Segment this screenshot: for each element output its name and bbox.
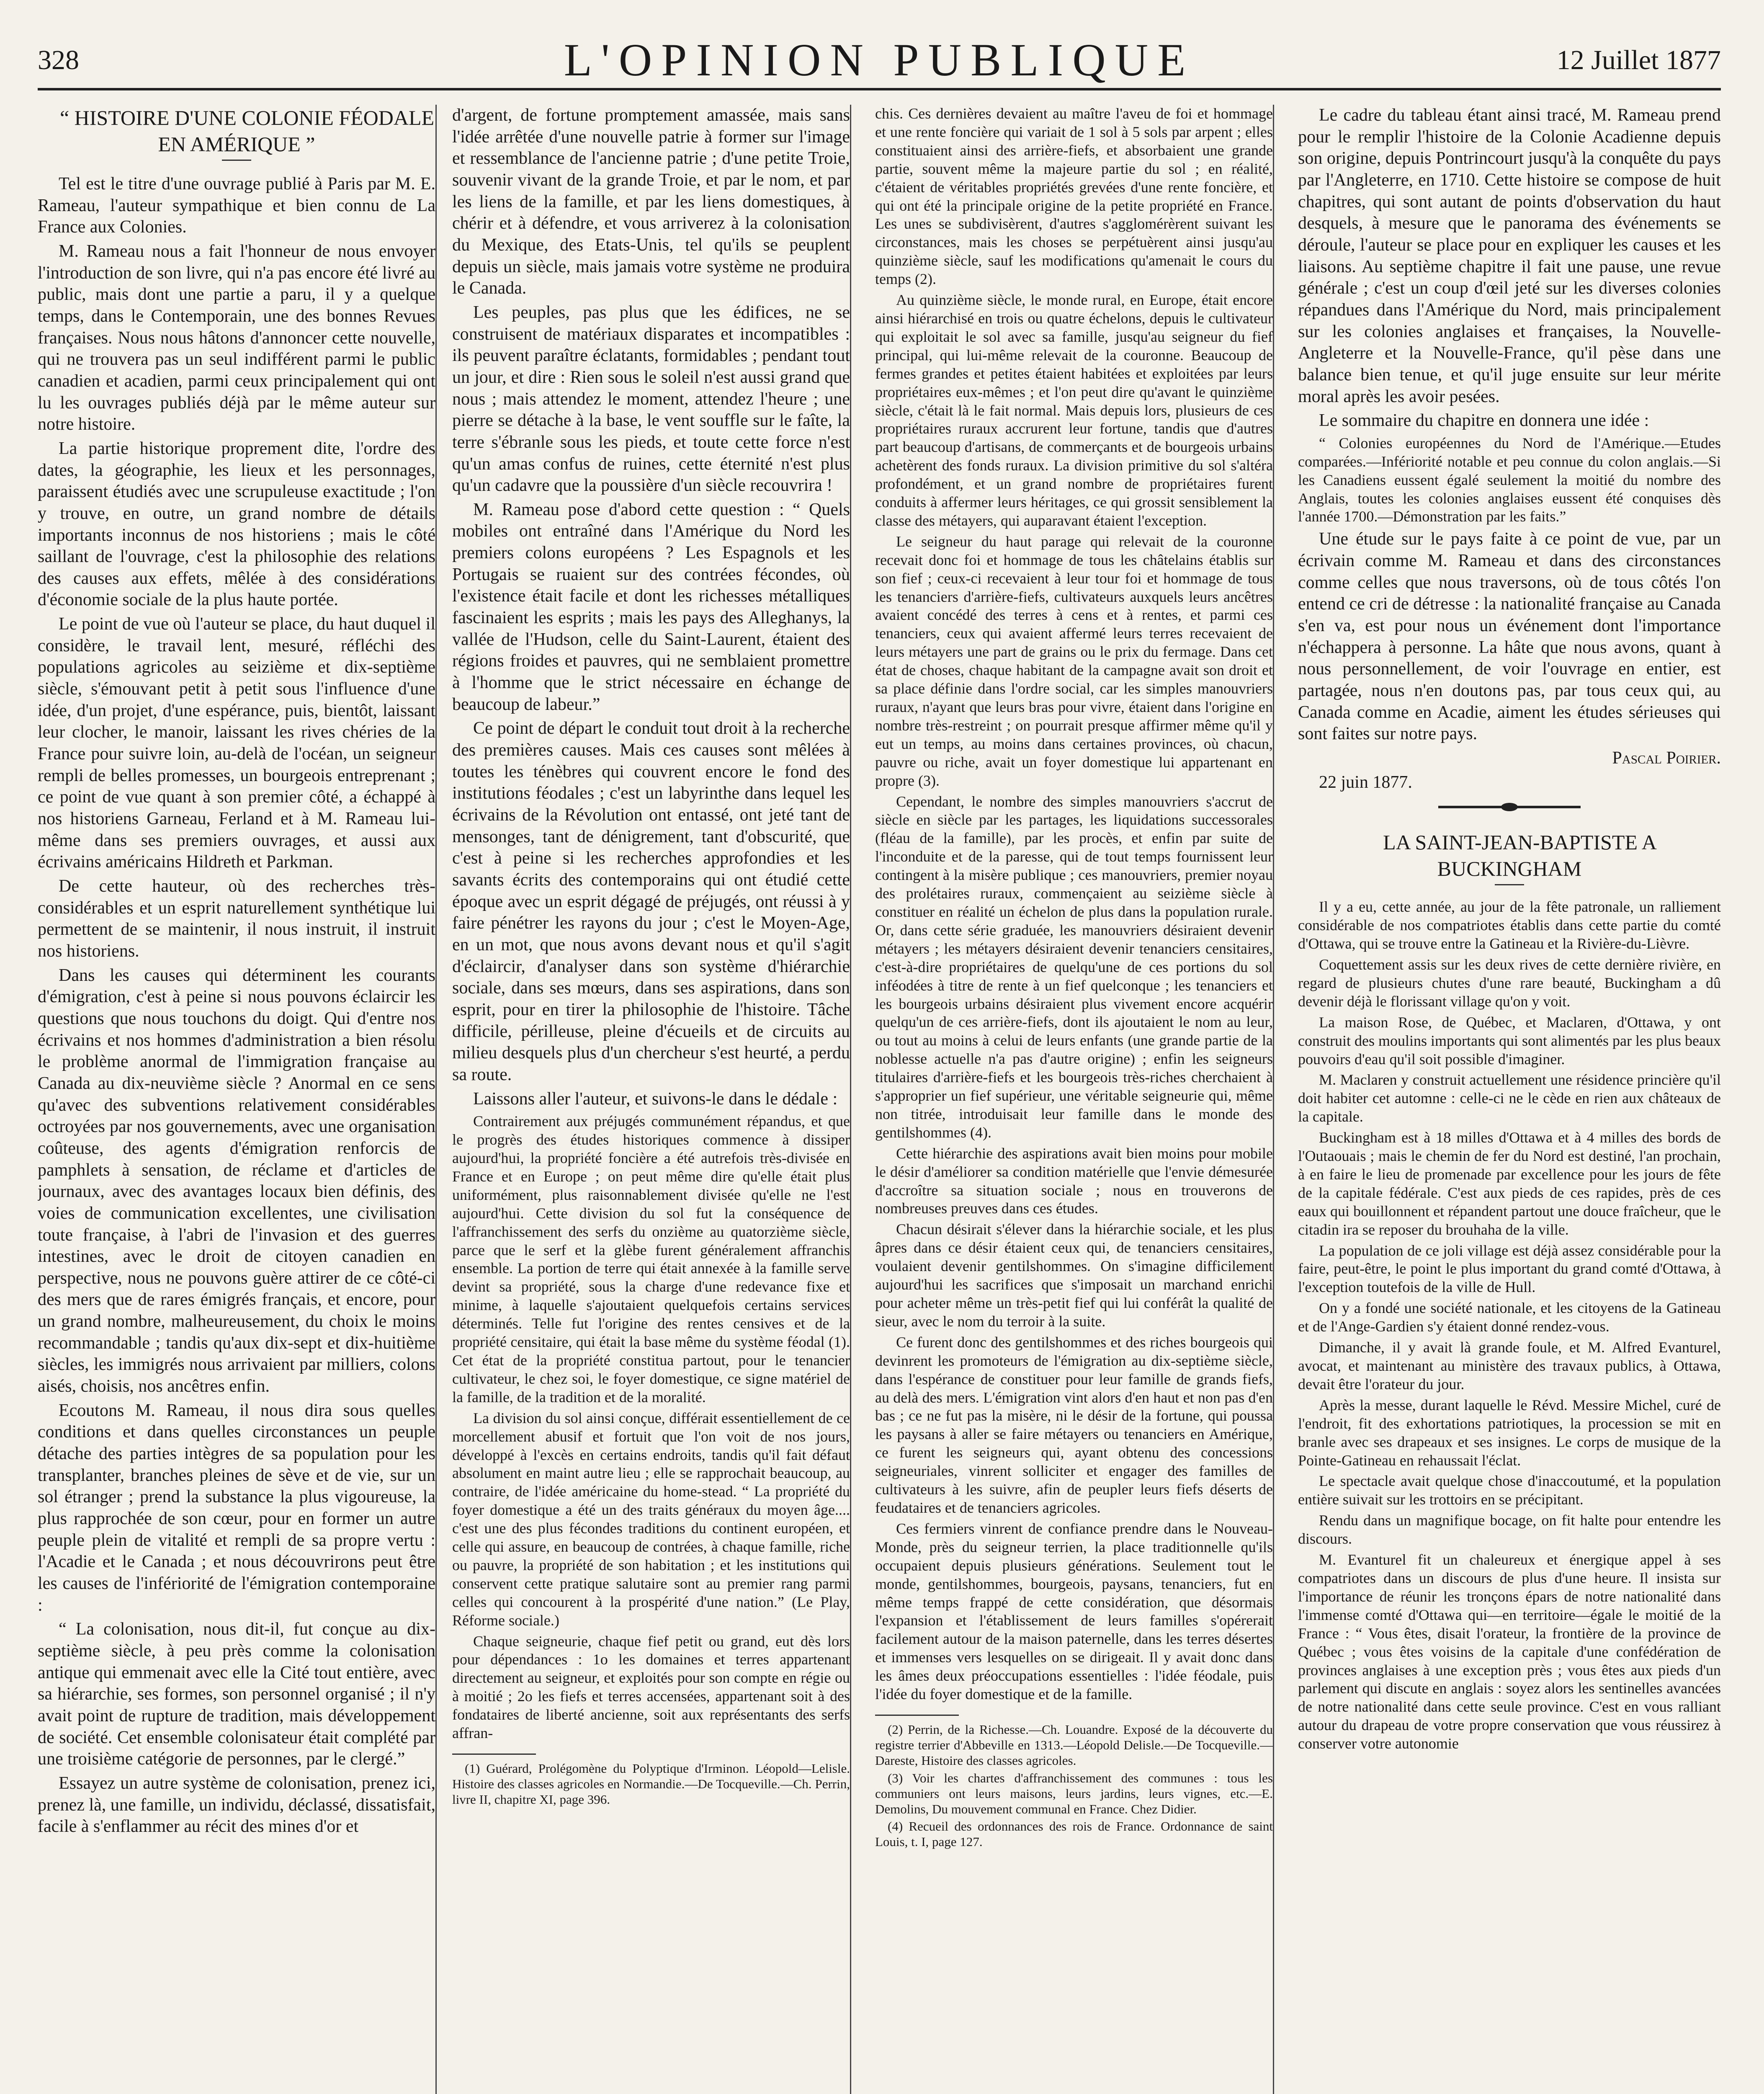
footnotes: [452, 1761, 850, 1808]
paragraph: Tel est le titre d'une ouvrage publié à Paris par M. E. Rameau, l'auteur sympathique et bien connu de La France aux Colonies.: [38, 174, 435, 237]
footnote: (4) Recueil des ordonnances des rois de France. Ordonnance de saint Louis, t. I, page 127.: [875, 1819, 1273, 1849]
paragraph: Buckingham est à 18 milles d'Ottawa et à 4 milles des bords de l'Outaouais ; mais le chemin de fer du Nord est destiné, l'an prochain, à en faire le lieu de promenade par excellence pour les jours de fête de la capitale fédérale. C'est aux pieds de ces rapides, près de ces eaux qui bouillonnent et répandent partout une douce fraîcheur, que le citadin ira se reposer du brouhaha de la ville.: [1298, 1129, 1721, 1238]
excerpt-paragraph: chis. Ces dernières devaient au maître l'aveu de foi et hommage et une rente foncière qui variait de 1 sol à 5 sols par arpent ; elles constituaient ainsi des arrière-fiefs, et absorbaient une grande partie, souvent même la majeure partie du sol ; en réalité, c'étaient de véritables propriétés grevées d'une rente foncière, et qui ont été la principale origine de la petite propriété en France. Les unes se subdivisèrent, d'autres s'agglomérèrent suivant les circonstances, mais les choses se perpétuèrent ainsi jusqu'au quinzième siècle, sauf les modifications qu'amenait le cours du temps (2).: [875, 105, 1273, 288]
paragraph: d'argent, de fortune promptement amassée, mais sans l'idée arrêtée d'une nouvelle patrie à former sur l'image et ressemblance de l'ancienne patrie ; d'une petite Troie, souvenir vivant de la grande Troie, et par le nom, et par les liens de la famille, et par les liens domestiques, à chérir et à défendre, et vous arriverez à la colonisation du Mexique, des Etats-Unis, tel qu'ils se peuplent depuis un siècle, mais jamais votre système ne produira le Canada.: [452, 106, 850, 298]
issue-date: 12 Juillet 1877: [1556, 45, 1721, 75]
paragraph: Ce point de départ le conduit tout droit à la recherche des premières causes. Mais ces causes sont mêlées à toutes les ténèbres qui couvrent encore le fond des institutions féodales ; c'est un labyrinthe dans lequel les écrivains de la Révolution ont entassé, ont jeté tant de mensonges, tant de dénigrement, tant d'obscurité, que c'est à peine si les recherches approfondies et les savants écrits des contemporains qui ont étudié cette époque avec un esprit dégagé de préjugés, ont réussi à y faire pénétrer les rayons du jour ; c'est le Moyen-Age, en un mot, que nous avons devant nous et qu'il s'agit d'éclaircir, d'analyser dans son système d'hiérarchie sociale, dans ses mœurs, dans ses aspirations, dans son esprit, pour en tirer la philosophie de l'histoire. Tâche difficile, périlleuse, pleine d'écueils et de circuits au milieu desquels plus d'un chercheur s'est heurté, a perdu sa route.: [452, 719, 850, 1084]
paragraph: Rendu dans un magnifique bocage, on fit halte pour entendre les discours.: [1298, 1512, 1721, 1547]
column-1: [38, 105, 437, 2094]
paragraph: La partie historique proprement dite, l'ordre des dates, la géographie, les lieux et les personnages, paraissent étudiés avec une scrupuleuse exactitude ; l'on y trouve, en outre, un grand nombre de détails importants inconnus de nos historiens ; mais le côté saillant de l'ouvrage, c'est la philosophie des relations des causes aux effets, mêlée à des considérations d'économie sociale de la plus haute portée.: [38, 438, 435, 610]
excerpt-paragraph: Ce furent donc des gentilshommes et des riches bourgeois qui devinrent les promoteurs de l'émigration au dix-septième siècle, dans l'espérance de constituer pour leur famille de grands fiefs, au delà des mers. L'émigration vint alors d'en haut et non pas d'en bas ; ce ne fut pas la misère, ni le désir de la fortune, qui poussa les paysans à aller se faire métayers ou tenanciers en Amérique, ce furent les seigneurs qui, ayant obtenu des concessions seigneuriales, vinrent solliciter et engager des familles de cultivateurs à les suivre, afin de peupler leurs fiefs déserts de feudataires et de tenanciers agricoles.: [875, 1333, 1273, 1516]
paragraph: M. Evanturel fit un chaleureux et énergique appel à ses compatriotes dans un discours de plus d'une heure. Il insista sur l'importance de réunir les tronçons épars de notre nationalité dans l'immense comté d'Ottawa qui—en territoire—égale le moitié de la France : “ Vous êtes, disait l'orateur, la frontière de la province de Québec ; vous êtes voisins de la capitale d'une confédération de provinces anglaises à une exception près ; vous êtes aux pieds d'un parlement qui discute en anglais : soyez alors les sentinelles avancées de notre nationalité dans cette seule province. C'est en vous ralliant autour du drapeau de votre propre conservation que vous réussirez à conserver votre autonomie: [1298, 1551, 1721, 1752]
footnote-rule: [875, 1715, 959, 1716]
journal-title: L'OPINION PUBLIQUE: [564, 34, 1195, 85]
paragraph: M. Maclaren y construit actuellement une résidence princière qu'il doit habiter cet automne : celle-ci ne le cède en rien aux châteaux de la capitale.: [1298, 1071, 1721, 1125]
excerpt-paragraph: Cette hiérarchie des aspirations avait bien moins pour mobile le désir d'améliorer sa condition matérielle que l'envie démesurée d'accroître sa situation sociale ; nous en trouverons de nombreuses preuves dans ces études.: [875, 1145, 1273, 1217]
section-ornament: [1438, 806, 1581, 808]
excerpt-paragraph: Au quinzième siècle, le monde rural, en Europe, était encore ainsi hiérarchisé en trois ou quatre échelons, depuis le cultivateur qui exploitait le sol avec sa famille, jusqu'au seigneur du fief principal, qui lui-même relevait de la couronne. Beaucoup de fermes grandes et petites étaient habitées et exploitées par leurs propriétaires eux-mêmes ; et l'on peut dire qu'avant le quinzième siècle, c'était là le fait normal. Mais depuis lors, plusieurs de ces propriétaires ruraux accrurent leur fortune, tandis que d'autres part beaucoup d'artisans, de commerçants et de bourgeois urbains achetèrent des fonds ruraux. La division primitive du sol s'altéra profondément, et un grand nombre de propriétaires furent conduits à affermer leurs héritages, ce qui grossit sensiblement la classe des métayers, qui auparavant étaient l'exception.: [875, 291, 1273, 529]
excerpt-paragraph: Contrairement aux préjugés communément répandus, et que le progrès des études historiques commence à dissiper aujourd'hui, la propriété foncière a été autrefois très-divisée en France et en Europe ; on peut même dire qu'elle était plus uniformément, plus raisonnablement divisée qu'elle ne l'est aujourd'hui. Cette division du sol fut la conséquence de l'affranchissement des serfs du onzième au quatorzième siècle, parce que le serf et la glèbe furent généralement affranchis ensemble. La portion de terre qui était annexée à la famille serve devint sa propriété, sous la charge d'une redevance fixe et minime, à laquelle s'ajoutaient quelquefois certains services déterminés. Telle fut l'origine des rentes censives et de la propriété censitaire, qui était la base même du système féodal (1). Cet état de la propriété constitua partout, pour le tenancier cultivateur, le chez soi, le foyer domestique, ce signe matériel de la famille, de la tradition et de la moralité.: [452, 1113, 850, 1405]
author-signature: Pascal Poirier.: [1612, 748, 1721, 768]
excerpt-paragraph: Chacun désirait s'élever dans la hiérarchie sociale, et les plus âpres dans ce désir étaient ceux qui, de tenanciers censitaires, voulaient devenir gentilshommes. On s'imagine difficilement aujourd'hui les sacrifices que s'imposait un marchand enrichi pour acheter même un très-petit fief qui lui conférât la qualité de sieur, avec le nom du terroir à la suite.: [875, 1221, 1273, 1330]
masthead: [38, 29, 1721, 90]
title-divider: [1495, 884, 1524, 885]
paragraph: Il y a eu, cette année, au jour de la fête patronale, un ralliement considérable de nos compatriotes établis dans cette partie du comté d'Ottawa, qui se trouve entre la Gatineau et la Rivière-du-Lièvre.: [1298, 898, 1721, 952]
excerpt-paragraph: Cependant, le nombre des simples manouvriers s'accrut de siècle en siècle par les partages, les liquidations successorales (fléau de la famille), par les procès, et enfin par suite de l'inconduite et de la paresse, qui de tout temps fournissent leur contingent à la misère publique ; ces manouvriers, premier noyau des prolétaires ruraux, commençaient au seizième siècle à constituer en réalité un échelon de plus dans la population rurale. Or, dans cette série graduée, les manouvriers désiraient devenir métayers ; les métayers désiraient devenir tenanciers censitaires, c'est-à-dire propriétaires de quelqu'une de ces portions du sol inféodées à titre de rente à un fief quelconque ; les tenanciers et les bourgeois urbains désiraient plus vivement encore acquérir quelqu'un de ces arrière-fiefs, dont ils ajoutaient le nom au leur, ou tout au moins à celui de leurs enfants (une grande partie de la noblesse actuelle n'a pas d'autre origine) ; enfin les seigneurs titulaires d'arrière-fiefs et les bourgeois très-riches cherchaient à s'approprier un fief supérieur, une véritable seigneurie qui, même non titrée, introduisait leur famille dans le monde des gentilshommes (4).: [875, 793, 1273, 1141]
paragraph: Une étude sur le pays faite à ce point de vue, par un écrivain comme M. Rameau et dans des circonstances comme celles que nous traversons, où de tous côtés l'on entend ce cri de détresse : la nationalité française au Canada s'en va, est pour nous un événement dont l'importance n'échappera à personne. La hâte que nous avons, quant à nous personnellement, de voir l'ouvrage en entier, est partagée, nous n'en doutons pas, par tous ceux qui, au Canada comme en Acadie, aiment les études sérieuses qui sont faites sur notre pays.: [1298, 529, 1721, 744]
paragraph: M. Rameau pose d'abord cette question : “ Quels mobiles ont entraîné dans l'Amérique du Nord les premiers colons européens ? Les Espagnols et les Portugais se ruaient sur des contrées fécondes, où l'existence était facile et dont les richesses métalliques fascinaient les esprits ; mais les pays des Alleghanys, la vallée de l'Hudson, celle du Saint-Laurent, étaient des régions froides et pauvres, qui ne semblaient promettre à l'homme que le strict nécessaire en échange de beaucoup de labeur.”: [452, 500, 850, 714]
paragraph: De cette hauteur, où des recherches très-considérables et un esprit naturellement synthétique lui permettent de se maintenir, il nous instruit, il instruit nos historiens.: [38, 877, 435, 961]
footnote: (2) Perrin, de la Richesse.—Ch. Louandre. Exposé de la découverte du registre terrier d'Abbeville en 1313.—Léopold Delisle.—De Tocqueville.—Dareste, Histoire des classes agricoles.: [875, 1722, 1273, 1768]
column-2: [452, 105, 851, 2094]
paragraph: “ La colonisation, nous dit-il, fut conçue au dix-septième siècle, à peu près comme la colonisation antique qui emmenait avec elle la Cité tout entière, avec sa hiérarchie, ses formes, son personnel organisé ; il n'y avait point de rupture de tradition, mais développement de société. Cet ensemble colonisateur était complété par une troisième catégorie de personnes, par le clergé.”: [38, 1619, 435, 1769]
paragraph: Ecoutons M. Rameau, il nous dira sous quelles conditions et dans quelles circonstances un peuple détache des parties intègres de sa population pour les transplanter, branches pleines de sève et de vie, sur un sol étranger ; prend la substance la plus vigoureuse, la plus rapprochée de son cœur, pour en former un autre peuple plein de vitalité et rempli de sa propre vertu : l'Acadie et le Canada ; et nous découvrirons peut être les causes de l'infériorité de l'émigration contemporaine :: [38, 1400, 435, 1615]
footnotes: [875, 1722, 1273, 1850]
title-divider: [222, 160, 251, 161]
paragraph: Essayez un autre système de colonisation, prenez ici, prenez là, une famille, un individu, déclassé, dissatisfait, facile à s'enflammer au récit des mines d'or et: [38, 1773, 435, 1836]
paragraph: Dimanche, il y avait là grande foule, et M. Alfred Evanturel, avocat, et maintenant au ministère des travaux publics, à Ottawa, devait être l'orateur du jour.: [1298, 1339, 1721, 1393]
paragraph: Les peuples, pas plus que les édifices, ne se construisent de matériaux disparates et incompatibles : ils peuvent paraître éclatants, formidables ; pendant tout un jour, et dire : Rien sous le soleil n'est aussi grand que nous ; mais attendez le moment, attendez l'heure ; une pierre se détache à la base, le vent souffle sur le faîte, la terre s'ébranle sous les pieds, et toute cette force n'est qu'un amas confus de ruines, cette éternité n'est plus qu'un cadavre que la poussière d'un siècle recouvrira !: [452, 302, 850, 495]
article-body: [38, 173, 435, 1838]
page-number: 328: [38, 45, 79, 75]
paragraph: Dans les causes qui déterminent les courants d'émigration, c'est à peine si nous pouvons éclaircir les questions que nous touchons du doigt. Qui d'entre nos écrivains et nos hommes d'administration a bien résolu le problème anormal de l'immigration française au Canada au dix-neuvième siècle ? Anormal en ce sens qu'avec des subventions relativement considérables octroyées par nos gouvernements, avec une organisation coûteuse, des agents d'émigration renforcis de pamphlets à sensation, de réclame et d'articles de journaux, avec des avantages locaux bien définis, des voies de communication excellentes, une civilisation toute française, à l'abri de l'invasion et des guerres intestines, avec le droit de citoyen canadien en perspective, nous ne pouvons guère attirer de ce côté-ci des mers que de rares émigrés français, et encore, pour un grand nombre, malheureusement, du choix le moins recommandable ; tandis qu'aux dix-sept et dix-huitième siècles, les immigrés nous arrivaient par milliers, colons aisés, choisis, nos ancêtres enfin.: [38, 965, 435, 1396]
paragraph: Laissons aller l'auteur, et suivons-le dans le dédale :: [473, 1089, 838, 1109]
footnote: (1) Guérard, Prolégomène du Polyptique d'Irminon. Léopold—Lelisle. Histoire des classes agricoles en Normandie.—De Tocqueville.—Ch. Perrin, livre II, chapitre XI, page 396.: [452, 1761, 850, 1807]
paragraph: La population de ce joli village est déjà assez considérable pour la faire, peut-être, le point le plus important du grand comté d'Ottawa, à l'exception toutefois de la ville de Hull.: [1298, 1242, 1721, 1296]
paragraph: Le cadre du tableau étant ainsi tracé, M. Rameau prend pour le remplir l'histoire de la Colonie Acadienne depuis son origine, depuis Pontrincourt jusqu'à la conquête du pays par l'Angleterre, en 1710. Cette histoire se compose de huit chapitres, qui sont autant de points d'observation du haut desquels, à mesure que le panorama des événements se déroule, l'auteur se place pour en expliquer les causes et les liaisons. Au septième chapitre il fait une pause, une revue générale ; c'est un coup d'œil jeté sur les diverses colonies répandues dans l'Amérique du Nord, mais principalement sur les colonies anglaises et françaises, la Nouvelle-Angleterre et la Nouvelle-France, qu'il pèse dans une balance bien tenue, et qu'il juge ensuite sur leur mérite moral après les avoir pesées.: [1298, 106, 1721, 406]
excerpt-paragraph: Le seigneur du haut parage qui relevait de la couronne recevait donc foi et hommage de tous les châtelains établis sur son fief ; ceux-ci recevaient à leur tour foi et hommage de tous les tenanciers d'arrière-fiefs, cultivateurs auxquels leurs ancêtres avaient concédé des terres à cens et à rentes, et parmi ces tenanciers, ceux qui avaient affermé leurs terres recevaient de leurs métayers une part de grains ou le prix du fermage. Dans cet état de choses, chaque habitant de la campagne avait son droit et sa place définie dans l'ordre social, car les simples manouvriers ruraux, n'ayant que leurs bras pour vivre, étaient dans l'origine en nombre très-restreint ; on pourrait presque affirmer même qu'il y eut un temps, au moins dans certaines provinces, où chacun, pauvre ou riche, avait un foyer domestique lui appartenant en propre (3).: [875, 533, 1273, 789]
column-4: [1298, 105, 1721, 2094]
paragraph: On y a fondé une société nationale, et les citoyens de la Gatineau et de l'Ange-Gardien s'y étaient donné rendez-vous.: [1298, 1300, 1721, 1335]
paragraph: Le sommaire du chapitre en donnera une idée :: [1319, 411, 1649, 431]
footnote-rule: [452, 1754, 536, 1755]
article-title: LA SAINT-JEAN-BAPTISTE A BUCKINGHAM: [1383, 830, 1657, 880]
paragraph: Après la messe, durant laquelle le Révd. Messire Michel, curé de l'endroit, fit des exhortations patriotiques, la procession se mit en branle avec ses drapeaux et ses insignes. Le corps de musique de la Pointe-Gatineau en rehaussait l'éclat.: [1298, 1396, 1721, 1469]
paragraph: La maison Rose, de Québec, et Maclaren, d'Ottawa, y ont construit des moulins importants qui sont alimentés par les plus beaux pouvoirs d'eau qu'il soit possible d'imaginer.: [1298, 1013, 1721, 1068]
excerpt-paragraph: Chaque seigneurie, chaque fief petit ou grand, eut dès lors pour dépendances : 1o les domaines et terres appartenant directement au seigneur, et exploités pour son compte en régie ou à moitié ; 2o les fiefs et terres accensées, appartenant soit à des fondataires de liberté ancienne, soit aux représentants des serfs affran-: [452, 1632, 850, 1742]
excerpt-paragraph: La division du sol ainsi conçue, différait essentiellement de ce morcellement abusif et fortuit que l'on voit de nos jours, développé à l'excès en certains endroits, tandis qu'il fait défaut absolument en maint autre lieu ; elle se rapprochait beaucoup, au contraire, de l'idée américaine du home-stead. “ La propriété du foyer domestique a été un des traits généraux du moyen âge.... c'est une des plus fécondes traditions du continent européen, et celle qui assure, en beaucoup de contrées, à chaque famille, riche ou pauvre, la propriété de son habitation ; et les institutions qui conservent cette pratique salutaire sont au premier rang parmi celles qui concourent à la prospérité d'une nation.” (Le Play, Réforme sociale.): [452, 1409, 850, 1629]
dateline: 22 juin 1877.: [1319, 772, 1412, 792]
column-3: [875, 105, 1274, 2094]
paragraph: Le point de vue où l'auteur se place, du haut duquel il considère, le travail lent, mesuré, réfléchi des populations agricoles au seizième et dix-septième siècle, s'émouvant petit à petit sous l'influence d'une idée, d'un projet, d'une espérance, puis, bientôt, laissant leur clocher, le manoir, laissant les rives chéries de la France pour suivre loin, au-delà de l'océan, un seigneur rempli de belles promesses, un bourgeois entreprenant ; ce point de vue quant à son premier côté, a échappé à nos historiens Garneau, Ferland et à M. Rameau lui-même dans ses premiers ouvrages, et aussi aux écrivains américains Hildreth et Parkman.: [38, 614, 435, 872]
paragraph: Coquettement assis sur les deux rives de cette dernière rivière, en regard de plusieurs chutes d'une rare beauté, Buckingham a dû devenir déjà le florissant village qu'on y voit.: [1298, 956, 1721, 1010]
chapter-summary-quote: “ Colonies européennes du Nord de l'Amérique.—Etudes comparées.—Infériorité notable et peu connue du colon anglais.—Si les Canadiens eussent égalé seulement la moitié du nombre des Anglais, toutes les colonies anglaises eussent été conquises dès l'année 1700.—Démonstration par les faits.”: [1298, 434, 1721, 525]
footnote: (3) Voir les chartes d'affranchissement des communes : tous les communiers ont leurs maisons, leurs jardins, leurs vignes, etc.—E. Demolins, Du mouvement communal en France. Chez Didier.: [875, 1770, 1273, 1816]
excerpt-paragraph: Ces fermiers vinrent de confiance prendre dans le Nouveau-Monde, près du seigneur terrien, la place traditionnelle qu'ils occupaient depuis plusieurs générations. Seulement tout le monde, gentilshommes, bourgeois, paysans, tenanciers, fut en même temps frappé de cette considération, que désormais l'expansion et l'établissement de leurs familles s'opérerait facilement autour de la maison paternelle, dans les terres désertes et immenses vers lesquelles on se dirigeait. Il y avait donc dans les âmes deux préoccupations essentielles : l'idée féodale, puis l'idée du foyer domestique et de la famille.: [875, 1520, 1273, 1703]
paragraph: M. Rameau nous a fait l'honneur de nous envoyer l'introduction de son livre, qui n'a pas encore été livré au public, mais dont une partie a paru, il y a quelque temps, dans le Contemporain, une des bonnes Revues françaises. Nous nous hâtons d'annoncer cette nouvelle, qui ne trouvera pas un seul indifférent parmi le public canadien et acadien, parmi ceux principalement qui ont lu les ouvrages publiés déjà par le même auteur sur notre histoire.: [38, 241, 435, 434]
paragraph: Le spectacle avait quelque chose d'inaccoutumé, et la population entière suivait sur les trottoirs en se précipitant.: [1298, 1473, 1721, 1508]
article-title: “ HISTOIRE D'UNE COLONIE FÉODALE EN AMÉRIQUE ”: [59, 106, 435, 156]
